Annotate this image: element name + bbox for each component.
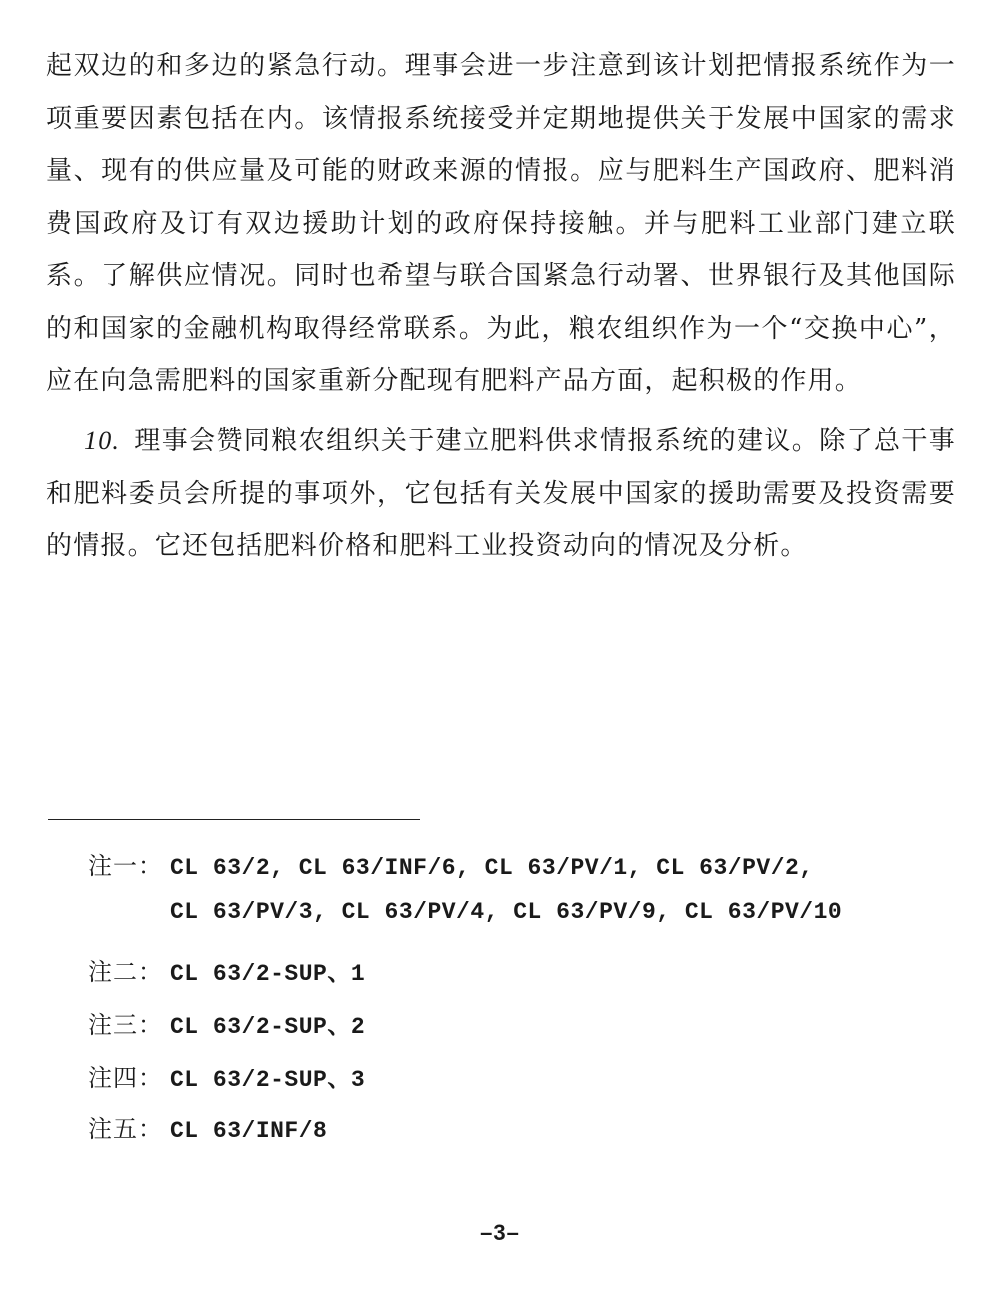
paragraph-2-text: 理事会赞同粮农组织关于建立肥料供求情报系统的建议。除了总干事和肥料委员会所提的事项外，它包括有关发展中国家的援助需要及投资需要的情报。它还包括肥料价格和肥料工业投资动向的情况及分析。	[46, 426, 956, 561]
footnote-label: 注四：	[88, 1064, 163, 1092]
footnote-divider	[48, 819, 420, 820]
footnote-2	[88, 952, 365, 987]
footnote-1-continuation: CL 63/PV/3, CL 63/PV/4, CL 63/PV/9, CL 63/PV/10	[170, 899, 843, 925]
footnote-1	[88, 846, 814, 881]
footnote-refs: CL 63/2, CL 63/INF/6, CL 63/PV/1, CL 63/PV/2,	[170, 855, 814, 881]
footnote-4	[88, 1058, 365, 1093]
footnote-label: 注一：	[88, 852, 163, 880]
footnote-refs: CL 63/INF/8	[170, 1118, 328, 1144]
footnote-label: 注三：	[88, 1011, 163, 1039]
footnote-label: 注五：	[88, 1115, 163, 1143]
page-number: –3–	[480, 1220, 520, 1245]
footnote-5	[88, 1109, 327, 1144]
footnote-3	[88, 1005, 365, 1040]
body-paragraph-1: 起双边的和多边的紧急行动。理事会进一步注意到该计划把情报系统作为一项重要因素包括在内。该情报系统接受并定期地提供关于发展中国家的需求量、现有的供应量及可能的财政来源的情报。应与肥料生产国政府、肥料消费国政府及订有双边援助计划的政府保持接触。并与肥料工业部门建立联系。了解供应情况。同时也希望与联合国紧急行动署、世界银行及其他国际的和国家的金融机构取得经常联系。为此，粮农组织作为一个“交换中心”，应在向急需肥料的国家重新分配现有肥料产品方面，起积极的作用。	[46, 51, 956, 396]
footnote-refs: CL 63/2-SUP、2	[170, 1014, 366, 1040]
paragraph-number: 10.	[84, 426, 121, 455]
footnote-refs: CL 63/2-SUP、3	[170, 1067, 366, 1093]
body-paragraph-2	[46, 415, 956, 573]
footnote-refs: CL 63/2-SUP、1	[170, 961, 366, 987]
footnote-label: 注二：	[88, 958, 163, 986]
